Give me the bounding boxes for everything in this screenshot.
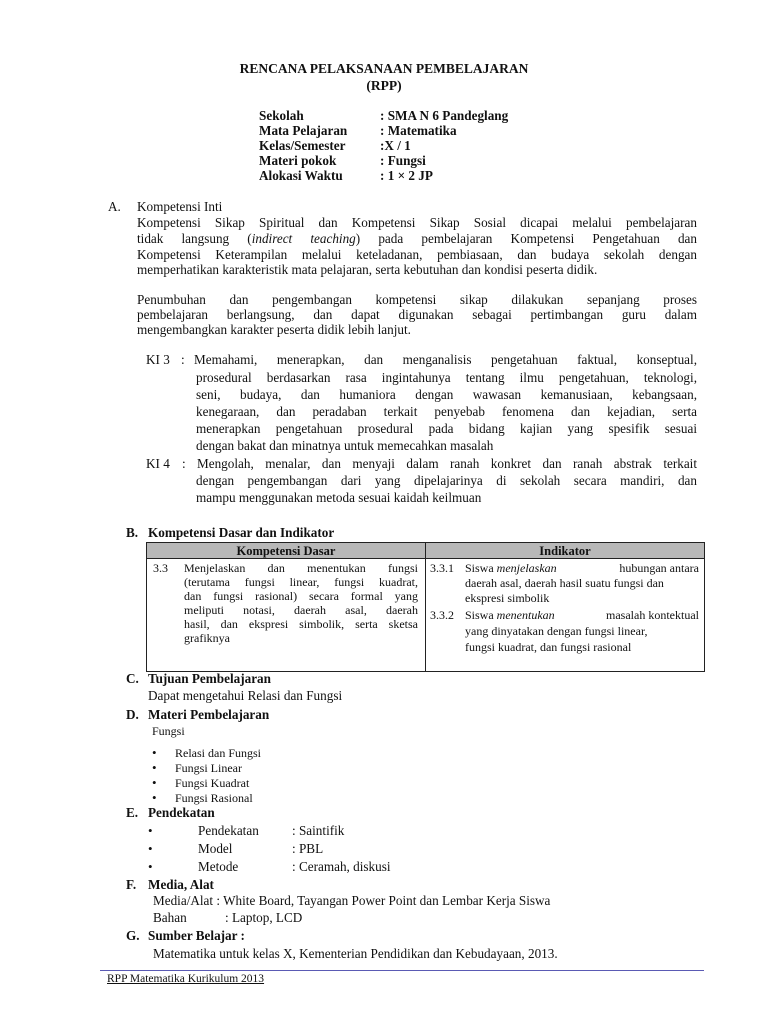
section-a-letter: A. bbox=[108, 199, 121, 214]
identity-value: : Matematika bbox=[380, 123, 457, 138]
document-title: RENCANA PELAKSANAAN PEMBELAJARAN bbox=[239, 61, 529, 76]
paragraph-line: memperhatikan karakteristik mata pelajaran, serta kebutuhan dan kondisi peserta didik. bbox=[137, 262, 598, 277]
footer-divider bbox=[100, 970, 704, 971]
paragraph-line: mengembangkan karakter peserta didik lebih lanjut. bbox=[137, 322, 411, 337]
ki4-label: KI 4 bbox=[146, 456, 170, 471]
section-e-title: Pendekatan bbox=[148, 805, 215, 820]
bullet-icon: • bbox=[148, 859, 153, 874]
indicator-cell bbox=[426, 559, 705, 672]
table-row bbox=[147, 559, 705, 672]
paragraph-line bbox=[137, 231, 697, 247]
bullet-icon: • bbox=[148, 823, 153, 838]
identity-label: Sekolah bbox=[259, 108, 304, 123]
bullet-icon: • bbox=[152, 790, 157, 805]
section-b-title: Kompetensi Dasar dan Indikator bbox=[148, 525, 335, 540]
ki3-line: kenegaraan, dan peradaban terkait penyebab fenomena dan kejadian, serta bbox=[196, 404, 697, 419]
paragraph-line: Penumbuhan dan pengembangan kompetensi sikap dilakukan sepanjang proses bbox=[137, 292, 697, 307]
list-item-value: : PBL bbox=[292, 841, 324, 856]
kd-number: 3.3 bbox=[153, 561, 168, 575]
document-subtitle: (RPP) bbox=[366, 78, 402, 93]
section-f-letter: F. bbox=[126, 877, 137, 892]
ki4-line: dengan pengembangan dari yang dipelajarinya di sekolah secara mandiri, dan bbox=[196, 473, 697, 488]
kd-line: meliputi notasi, daerah asal, daerah bbox=[184, 603, 418, 617]
kd-cell bbox=[147, 559, 426, 672]
ki4-line: mampu menggunakan metoda sesuai kaidah keilmuan bbox=[196, 490, 482, 505]
section-g-title: Sumber Belajar : bbox=[148, 928, 245, 943]
ki3-line: Memahami, menerapkan, dan menganalisis pengetahuan faktual, konseptual, bbox=[194, 352, 697, 367]
list-item-label: Model bbox=[198, 841, 233, 856]
section-e-letter: E. bbox=[126, 805, 139, 820]
text-span: tidak langsung ( bbox=[137, 231, 252, 246]
col-header-indikator: Indikator bbox=[426, 543, 705, 559]
identity-value: : SMA N 6 Pandeglang bbox=[380, 108, 509, 123]
identity-label: Kelas/Semester bbox=[259, 138, 346, 153]
kd-line: (terutama fungsi linear, fungsi kuadrat, bbox=[184, 575, 418, 589]
kd-line: dan fungsi rasional) secara formal yang bbox=[184, 589, 418, 603]
indicator-number: 3.3.1 bbox=[430, 561, 454, 575]
identity-label: Mata Pelajaran bbox=[259, 123, 348, 138]
ki3-line: menerapkan pengetahuan prosedural pada bidang kajian yang spesifik sesuai bbox=[196, 421, 697, 436]
list-item-value: : Saintifik bbox=[292, 823, 345, 838]
section-a-title: Kompetensi Inti bbox=[137, 199, 223, 214]
section-c-letter: C. bbox=[126, 671, 139, 686]
indicator-line: ekspresi simbolik bbox=[465, 591, 550, 605]
italic-term: menjelaskan bbox=[496, 561, 557, 575]
list-item: Relasi dan Fungsi bbox=[175, 746, 261, 760]
identity-value: : 1 × 2 JP bbox=[380, 168, 433, 183]
section-d-letter: D. bbox=[126, 707, 139, 722]
section-g-letter: G. bbox=[126, 928, 140, 943]
indicator-line: daerah asal, daerah hasil suatu fungsi dan bbox=[465, 576, 664, 590]
paragraph-line: Kompetensi Sikap Spiritual dan Kompetensi Sikap Sosial dicapai melalui pembelajaran bbox=[137, 215, 697, 230]
section-b-letter: B. bbox=[126, 525, 139, 540]
ki3-label: KI 3 bbox=[146, 352, 170, 367]
kd-line: Menjelaskan dan menentukan fungsi bbox=[184, 561, 418, 575]
list-item-label: Pendekatan bbox=[198, 823, 259, 838]
list-item: Fungsi Linear bbox=[175, 761, 242, 775]
text-span: ) pada pembelajaran Kompetensi Pengetahuan dan bbox=[355, 231, 697, 246]
identity-label: Alokasi Waktu bbox=[259, 168, 343, 183]
italic-term: indirect teaching bbox=[251, 231, 356, 246]
section-c-text: Dapat mengetahui Relasi dan Fungsi bbox=[148, 688, 343, 703]
indicator-line bbox=[465, 561, 699, 576]
italic-term: menentukan bbox=[496, 608, 555, 622]
list-item: Fungsi Rasional bbox=[175, 791, 253, 805]
media-text: Media/Alat : White Board, Tayangan Power Point dan Lembar Kerja Siswa bbox=[153, 893, 551, 908]
text-span: hubungan antara bbox=[619, 561, 699, 575]
ki4-colon: : bbox=[182, 456, 186, 471]
identity-value: :X / 1 bbox=[380, 138, 411, 153]
paragraph-line: Kompetensi Keterampilan melalui keteladanan, pembiasaan, dan budaya sekolah dengan bbox=[137, 247, 697, 262]
indicator-line: fungsi kuadrat, dan fungsi rasional bbox=[465, 640, 632, 654]
indicator-number: 3.3.2 bbox=[430, 608, 454, 622]
bahan-label: Bahan bbox=[153, 910, 187, 925]
paragraph-line: pembelajaran berlangsung, dan dapat digunakan sebagai pertimbangan guru dalam bbox=[137, 307, 697, 322]
kd-line: grafiknya bbox=[184, 631, 230, 645]
list-item: Fungsi Kuadrat bbox=[175, 776, 250, 790]
ki3-line: dengan bakat dan minatnya untuk memecahkan masalah bbox=[196, 438, 494, 453]
list-item-label: Metode bbox=[198, 859, 239, 874]
section-d-sub: Fungsi bbox=[152, 724, 185, 738]
section-f-title: Media, Alat bbox=[148, 877, 214, 892]
footer-text: RPP Matematika Kurikulum 2013 bbox=[107, 973, 265, 985]
bahan-value: : Laptop, LCD bbox=[225, 910, 303, 925]
col-header-kompetensi: Kompetensi Dasar bbox=[147, 543, 426, 559]
identity-value: : Fungsi bbox=[380, 153, 426, 168]
ki3-line: seni, budaya, dan humaniora dengan wawasan kemanusiaan, kebangsaan, bbox=[196, 387, 697, 402]
bullet-icon: • bbox=[152, 760, 157, 775]
table-header-row bbox=[147, 543, 705, 559]
kd-line: hasil, dan ekspresi simbolik, serta sketsa bbox=[184, 617, 418, 631]
section-g-text: Matematika untuk kelas X, Kementerian Pendidikan dan Kebudayaan, 2013. bbox=[153, 946, 558, 961]
bullet-icon: • bbox=[148, 841, 153, 856]
identity-label: Materi pokok bbox=[259, 153, 337, 168]
kd-indicator-table bbox=[146, 542, 705, 672]
bullet-icon: • bbox=[152, 745, 157, 760]
list-item-value: : Ceramah, diskusi bbox=[292, 859, 391, 874]
section-c-title: Tujuan Pembelajaran bbox=[148, 671, 271, 686]
indicator-line: yang dinyatakan dengan fungsi linear, bbox=[465, 624, 648, 638]
section-d-title: Materi Pembelajaran bbox=[148, 707, 270, 722]
text-span: Siswa bbox=[465, 561, 497, 575]
bullet-icon: • bbox=[152, 775, 157, 790]
ki4-line: Mengolah, menalar, dan menyaji dalam ranah konkret dan ranah abstrak terkait bbox=[197, 456, 697, 471]
text-span: Siswa bbox=[465, 608, 497, 622]
text-span: masalah kontektual bbox=[606, 608, 699, 622]
ki3-line: prosedural berdasarkan rasa ingintahunya tentang ilmu pengetahuan, teknologi, bbox=[196, 370, 697, 385]
ki3-colon: : bbox=[181, 352, 185, 367]
indicator-line bbox=[465, 608, 699, 623]
